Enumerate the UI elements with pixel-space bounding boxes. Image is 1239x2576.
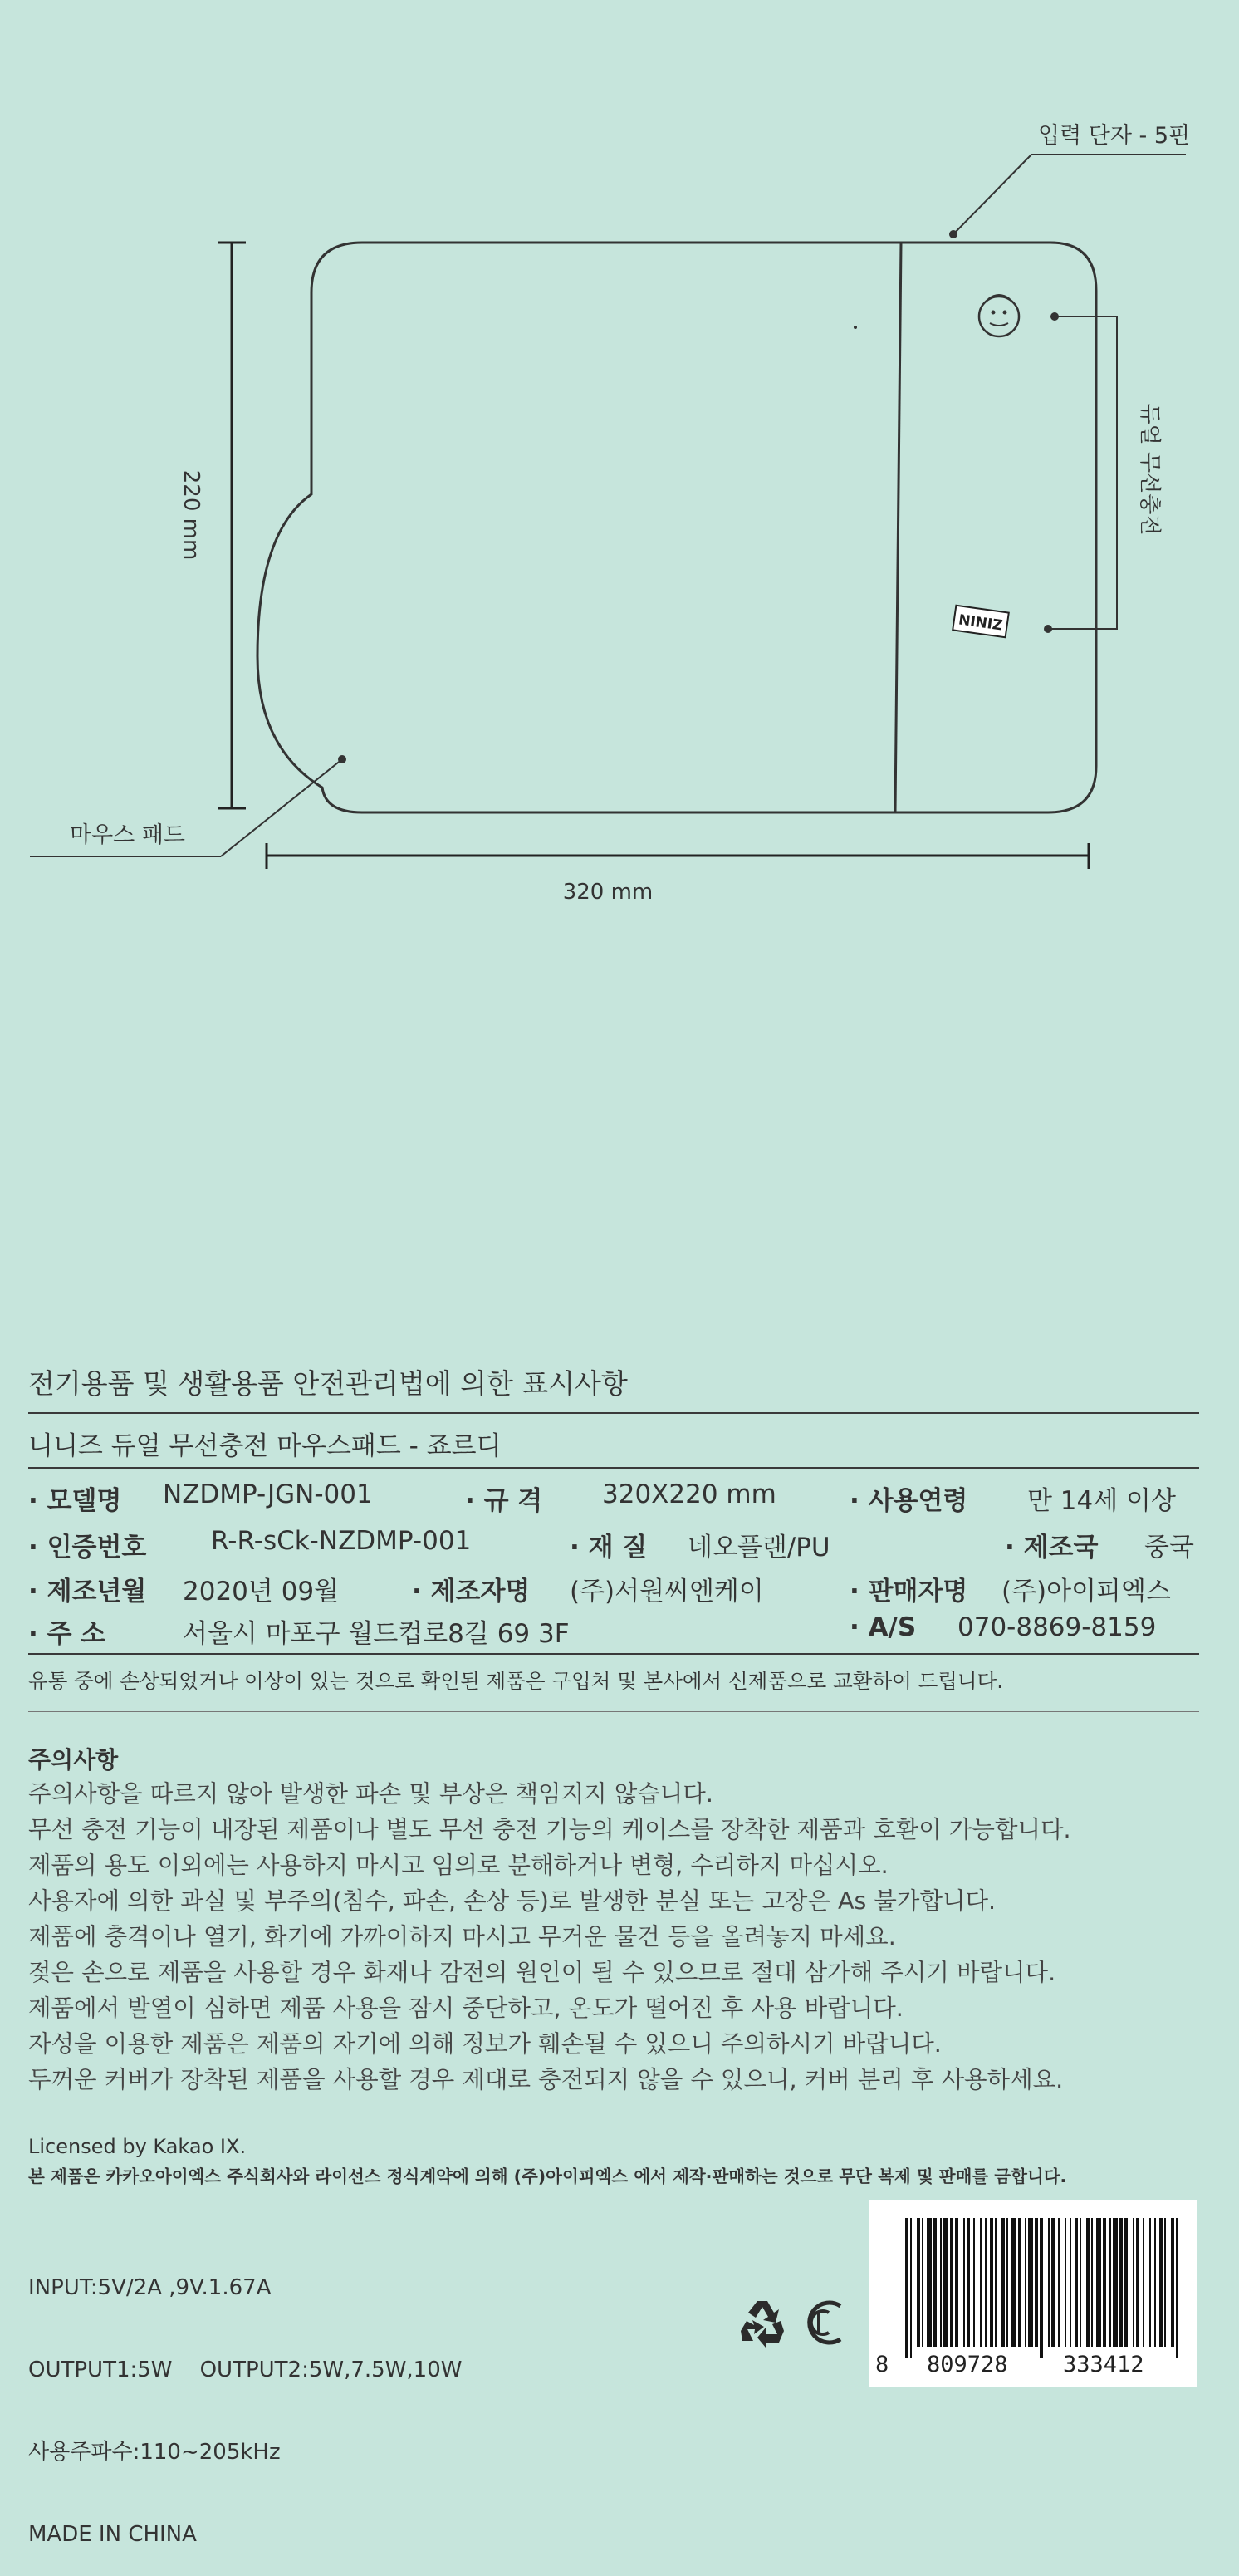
caution-title: 주의사항 [28,1746,119,1774]
spec-date-key: · 제조년월 [28,1577,147,1607]
spec-model-value: NZDMP-JGN-001 [163,1479,373,1509]
spec-cert-key: · 인증번호 [28,1533,147,1563]
divider [28,1711,1199,1712]
barcode-bar [1124,2218,1128,2347]
spec-seller-value: (주)아이피엑스 [1001,1577,1171,1607]
product-name: 니니즈 듀얼 무선충전 마우스패드 - 죠르디 [28,1431,502,1461]
barcode-digits-left: 809728 [927,2352,1008,2377]
spec-maker-key: · 제조자명 [412,1577,531,1607]
barcode-bar [1113,2218,1118,2347]
barcode-bar [910,2218,912,2358]
caution-item: 제품의 용도 이외에는 사용하지 마시고 임의로 분해하거나 변형, 수리하지 마십시오. [28,1852,889,1879]
spec-material-value: 네오플랜/PU [688,1533,830,1563]
caution-item: 주의사항을 따르지 않아 발생한 파손 및 부상은 책임지지 않습니다. [28,1780,713,1808]
barcode-bar [1048,2218,1050,2347]
divider [28,1467,1199,1469]
spec-age-value: 만 14세 이상 [1027,1486,1176,1516]
spec-country-key: · 제조국 [1005,1533,1099,1563]
spec-cert-value: R-R-sCk-NZDMP-001 [211,1526,472,1556]
barcode-bar [943,2218,948,2347]
kc-mark-icon [721,2214,844,2348]
recycle-icon [736,2298,789,2348]
barcode-digit-prefix: 8 [875,2352,889,2377]
barcode-bar [905,2218,908,2358]
barcode-bar [1001,2218,1005,2347]
barcode-bar [980,2218,982,2347]
input-terminal-label: 입력 단자 - 5핀 [1038,123,1191,149]
barcode-bar [917,2218,920,2347]
barcode-bar [1051,2218,1055,2347]
barcode-digits-right: 333412 [1063,2352,1144,2377]
mousepad-label: 마우스 패드 [70,822,185,848]
barcode [869,2200,1197,2387]
spec-size-key: · 규 격 [465,1486,543,1516]
charger-section-divider [895,243,901,812]
barcode-bar [950,2218,953,2347]
barcode-bar [995,2218,997,2347]
barcode-bar [1164,2218,1166,2347]
barcode-bar [1091,2218,1093,2347]
spec-seller-key: · 판매자명 [850,1577,968,1607]
niniz-badge-text: NINIZ [957,611,1004,635]
spec-address-key: · 주 소 [28,1619,106,1649]
caution-item: 제품에서 발열이 심하면 제품 사용을 잠시 중단하고, 온도가 떨어진 후 사용 바랍니다. [28,1995,904,2022]
barcode-bar [1109,2218,1111,2347]
spec-address-value: 서울시 마포구 월드컵로8길 69 3F [183,1619,570,1649]
spec-date-value: 2020년 09월 [183,1577,340,1607]
barcode-bar [1171,2218,1174,2347]
barcode-bar [1025,2218,1026,2347]
barcode-bar [1159,2218,1163,2347]
spec-as-key: · A/S [850,1612,917,1642]
barcode-bar [1018,2218,1021,2347]
barcode-bar [1136,2218,1139,2347]
license-statement: 본 제품은 카카오아이엑스 주식회사와 라이선스 정식계약에 의해 (주)아이피엑스 에서 제작·판매하는 것으로 무단 복제 및 판매를 금합니다. [28,2166,1067,2186]
power-specs [28,2220,462,2576]
spec-country-value: 중국 [1144,1533,1194,1563]
barcode-bar [1133,2218,1134,2347]
spec-model-key: · 모델명 [28,1486,122,1516]
barcode-bar [922,2218,923,2347]
caution-item: 사용자에 의한 과실 및 부주의(침수, 파손, 손상 등)로 발생한 분실 또는 고장은 As 불가합니다. [28,1887,997,1915]
caution-item: 두꺼운 커버가 장착된 제품을 사용할 경우 제대로 충전되지 않을 수 있으니, 커버 분리 후 사용하세요. [28,2066,1064,2093]
height-dimension-label: 220 mm [179,469,203,561]
barcode-bar [967,2218,970,2347]
spec-material-key: · 재 질 [570,1533,648,1563]
barcode-bar [1080,2218,1081,2347]
barcode-bar [1086,2218,1090,2347]
power-spec-line: 사용주파수:110~205kHz [28,2440,281,2465]
barcode-bar [955,2218,958,2347]
caution-item: 젖은 손으로 제품을 사용할 경우 화재나 감전의 원인이 될 수 있으므로 절대 삼가해 주시기 바랍니다. [28,1959,1056,1986]
caution-list [28,1776,1071,2098]
caution-item: 자성을 이용한 제품은 제품의 자기에 의해 정보가 훼손될 수 있으니 주의하시기 바랍니다. [28,2030,942,2058]
barcode-bar [1058,2218,1060,2347]
barcode-bar [985,2218,987,2347]
barcode-bar [1149,2218,1151,2347]
spec-size-value: 320X220 mm [602,1479,776,1509]
spec-as-value: 070-8869-8159 [957,1612,1157,1642]
barcode-bar [990,2218,993,2347]
caution-item: 무선 충전 기능이 내장된 제품이나 별도 무선 충전 기능의 케이스를 장착한 제품과 호환이 가능합니다. [28,1816,1071,1843]
power-spec-line: MADE IN CHINA [28,2522,197,2547]
barcode-bar [973,2218,975,2347]
product-diagram [0,0,1239,955]
divider [28,1653,1199,1655]
section-title: 전기용품 및 생활용품 안전관리법에 의한 표시사항 [28,1367,628,1400]
barcode-bar [1011,2218,1016,2347]
barcode-bar [1103,2218,1106,2347]
barcode-bar [1176,2218,1178,2358]
caution-item: 제품에 충격이나 열기, 화기에 가까이하지 마시고 무거운 물건 등을 올려놓지 마세요. [28,1923,896,1950]
licensed-by: Licensed by Kakao IX. [28,2135,247,2158]
divider [28,1412,1199,1414]
mousepad-outline [257,243,1096,812]
niniz-badge [953,606,1009,638]
barcode-bar [1143,2218,1144,2347]
power-spec-line: INPUT:5V/2A ,9V.1.67A [28,2275,272,2300]
jordy-character-icon [979,295,1019,336]
barcode-bar [1065,2218,1066,2347]
barcode-bar [963,2218,965,2347]
barcode-bar [1035,2218,1038,2347]
barcode-bar [1075,2218,1078,2347]
barcode-bar [933,2218,937,2347]
exchange-notice: 유통 중에 손상되었거나 이상이 있는 것으로 확인된 제품은 구입처 및 본사에서 신제품으로 교환하여 드립니다. [28,1669,1004,1693]
kc-mark-text: KC [721,2214,723,2215]
dual-charger-label: 듀얼 무선충전 [1137,403,1162,536]
spec-maker-value: (주)서원씨엔케이 [570,1577,764,1607]
power-spec-line: OUTPUT1:5W OUTPUT2:5W,7.5W,10W [28,2358,463,2382]
spec-age-key: · 사용연령 [850,1486,968,1516]
barcode-bar [1028,2218,1033,2347]
barcode-bar [1154,2218,1156,2347]
barcode-bar [927,2218,932,2347]
barcode-bar [1070,2218,1071,2347]
barcode-bar [1119,2218,1123,2347]
barcode-bars [869,2200,1197,2387]
width-dimension-label: 320 mm [562,880,654,905]
barcode-bar [1096,2218,1101,2347]
barcode-bar [940,2218,942,2347]
barcode-bar [1006,2218,1008,2347]
barcode-bar [1040,2218,1043,2358]
